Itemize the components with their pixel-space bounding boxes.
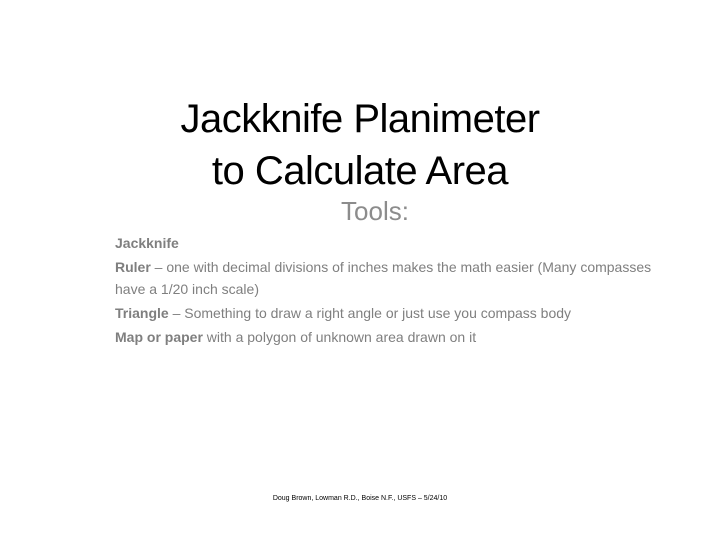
tool-item-triangle xyxy=(115,302,655,324)
tool-name: Ruler xyxy=(115,259,151,275)
tool-name: Map or paper xyxy=(115,329,203,345)
tool-name: Jackknife xyxy=(115,235,179,251)
tool-item-jackknife xyxy=(115,232,655,254)
tool-name: Triangle xyxy=(115,305,169,321)
title-line-2: to Calculate Area xyxy=(211,148,509,193)
tool-item-ruler xyxy=(115,256,655,300)
tools-heading: Tools: xyxy=(341,196,409,226)
tool-description: – Something to draw a right angle or just use you compass body xyxy=(168,305,572,321)
title-line-1: Jackknife Planimeter xyxy=(180,96,540,141)
tool-item-map-or-paper xyxy=(115,326,655,348)
tool-description: with a polygon of unknown area drawn on it xyxy=(202,329,477,345)
tools-list xyxy=(115,232,655,350)
slide-title xyxy=(60,93,660,197)
slide-footer: Doug Brown, Lowman R.D., Boise N.F., USFS – 5/24/10 xyxy=(272,495,448,502)
tool-description: – one with decimal divisions of inches makes the math easier (Many compasses have a 1/20 inch scale) xyxy=(115,259,652,297)
